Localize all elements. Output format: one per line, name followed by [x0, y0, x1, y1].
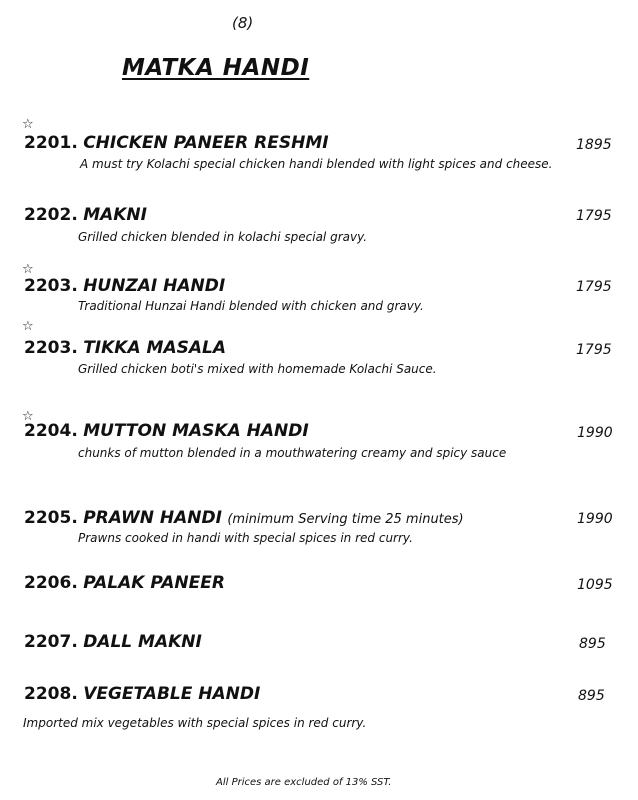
item-code: 2202.: [24, 205, 78, 225]
menu-item-name: [24, 276, 225, 296]
item-price: 1795: [576, 279, 612, 295]
menu-item-name: [24, 573, 225, 593]
item-title: HUNZAI HANDI: [83, 276, 226, 296]
menu-item-name: [24, 338, 226, 358]
item-code: 2204.: [24, 421, 78, 441]
section-title: MATKA HANDI: [122, 55, 310, 81]
page-number: (8): [232, 14, 254, 32]
menu-item-name: [24, 508, 464, 530]
item-description: Imported mix vegetables with special spices in red curry.: [23, 716, 367, 730]
item-price: 895: [578, 688, 605, 704]
menu-item-name: [24, 133, 329, 153]
item-description: Grilled chicken blended in kolachi special gravy.: [78, 230, 368, 244]
footer-note: All Prices are excluded of 13% SST.: [216, 777, 392, 788]
item-title: TIKKA MASALA: [83, 338, 226, 358]
item-price: 1795: [576, 342, 612, 358]
item-title: MAKNI: [83, 205, 147, 225]
item-code: 2201.: [24, 133, 78, 153]
item-title: MUTTON MASKA HANDI: [83, 421, 309, 441]
item-code: 2207.: [24, 632, 78, 652]
item-price: 1795: [576, 208, 612, 224]
star-icon: ☆: [22, 262, 34, 277]
star-icon: ☆: [22, 409, 34, 424]
item-code: 2203.: [24, 276, 78, 296]
star-icon: ☆: [22, 117, 34, 132]
item-code: 2203.: [24, 338, 78, 358]
item-description: Prawns cooked in handi with special spices in red curry.: [78, 531, 413, 545]
menu-item-name: [24, 632, 202, 652]
item-description: Traditional Hunzai Handi blended with chicken and gravy.: [78, 299, 424, 313]
menu-item-name: [24, 205, 147, 225]
item-title: CHICKEN PANEER RESHMI: [83, 133, 329, 153]
item-price: 1895: [576, 137, 612, 153]
item-description: A must try Kolachi special chicken handi blended with light spices and cheese.: [80, 157, 553, 171]
item-code: 2205.: [24, 508, 78, 528]
star-icon: ☆: [22, 319, 34, 334]
item-description: Grilled chicken boti's mixed with homemade Kolachi Sauce.: [78, 362, 437, 376]
item-description: chunks of mutton blended in a mouthwatering creamy and spicy sauce: [78, 446, 507, 460]
item-price: 1095: [577, 577, 613, 593]
item-code: 2206.: [24, 573, 78, 593]
item-price: 895: [579, 636, 606, 652]
item-title: PALAK PANEER: [83, 573, 225, 593]
item-price: 1990: [577, 511, 613, 527]
menu-item-name: [24, 684, 260, 704]
item-title: VEGETABLE HANDI: [83, 684, 261, 704]
item-price: 1990: [577, 425, 613, 441]
item-note: (minimum Serving time 25 minutes): [227, 512, 464, 527]
item-title: DALL MAKNI: [83, 632, 202, 652]
item-code: 2208.: [24, 684, 78, 704]
item-title: PRAWN HANDI: [83, 508, 222, 528]
menu-item-name: [24, 421, 309, 441]
